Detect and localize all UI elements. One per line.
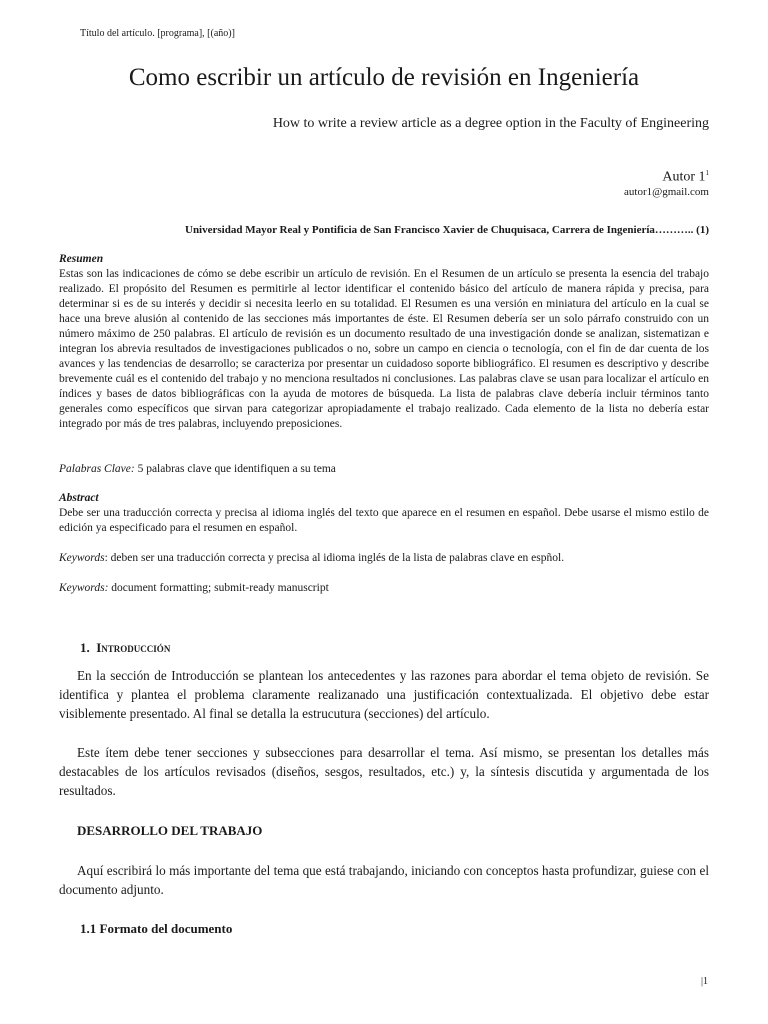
keywords-line-2 <box>59 581 709 596</box>
intro-paragraph-2: Este ítem debe tener secciones y subsecciones para desarrollar el tema. Así mismo, se presentan los detalles más destacables de los artículos revisados (diseños, sesgos, resultados, etc.) y, la síntesis discutida y argumentada de los resultados. <box>59 745 709 798</box>
keywords-text-1: : deben ser una traducción correcta y precisa al idioma inglés de la lista de palabras clave en espñol. <box>104 552 565 564</box>
intro-paragraph-1: En la sección de Introducción se plantean los antecedentes y las razones para abordar el tema objeto de revisión. Se identifica y plantea el problema claramente realizanado una justificación contextualizada. El objetivo debe estar visiblemente presentado. Al final se detalla la estrucutura (secciones) del artículo. <box>59 668 709 721</box>
section-heading-desarrollo: DESARROLLO DEL TRABAJO <box>77 823 263 838</box>
palabras-clave-text: 5 palabras clave que identifiquen a su tema <box>134 463 336 475</box>
abstract-label: Abstract <box>59 492 99 504</box>
keywords-label-1: Keywords <box>59 552 105 564</box>
keywords-line-1 <box>59 551 709 566</box>
author-marker: 1 <box>705 169 709 177</box>
keywords-label-2: Keywords: <box>59 582 109 594</box>
page-number: |1 <box>700 976 708 987</box>
resumen-section <box>59 252 709 432</box>
section-number: 1. <box>80 640 90 655</box>
article-title: Como escribir un artículo de revisión en Ingeniería <box>128 64 640 91</box>
palabras-clave-label: Palabras Clave: <box>59 463 135 475</box>
article-subtitle: How to write a review article as a degree option in the Faculty of Engineering <box>272 116 709 131</box>
section-heading-introduccion <box>80 640 170 656</box>
section-title: Introducción <box>96 640 171 655</box>
resumen-text: Estas son las indicaciones de cómo se debe escribir un artículo de revisión. En el Resumen de un artículo se presenta la esencia del trabajo realizado. El propósito del Resumen es permitirle al lector identificar el contenido básico del artículo de manera rápida y precisa, para determinar si es de su interés y decidir si necesita leerlo en su totalidad. El Resumen es una versión en miniatura del artículo en la cual se hace una breve alusión al contenido de las secciones más importantes de éste. El Resumen debería ser un solo párrafo construido con un número máximo de 250 palabras. El artículo de revisión es un documento resultado de una investigación donde se analizan, sistematizan e integran los abrevia resultados de investigaciones publicados o no, sobre un campo en ciencia o tecnología, con el fin de dar cuenta de los avances y las tendencias de desarrollo; se caracteriza por presentar un cuidadoso soporte bibliográfico. El resumen es descriptivo y describe brevemente cuál es el contenido del trabajo y no menciona resultados ni conclusiones. Las palabras clave se usan para localizar el artículo en índices y bases de datos bibliográficas con la ayuda de motores de búsqueda. La lista de palabras clave debería incluir términos tanto generales como específicos que sirvan para categorizar apropiadamente el trabajo realizado. Cada elemento de la lista no debería estar integrado por más de tres palabras, incluyendo preposiciones. <box>59 268 709 430</box>
palabras-clave <box>59 462 709 477</box>
subsection-heading-formato: 1.1 Formato del documento <box>80 921 233 936</box>
desarrollo-paragraph: Aquí escribirá lo más importante del tema que está trabajando, iniciando con conceptos hasta profundizar, guiese con el documento adjunto. <box>59 863 709 897</box>
author-name-text: Autor 1 <box>662 169 706 185</box>
abstract-section <box>59 491 709 536</box>
running-header: Título del artículo. [programa], [(año)] <box>80 28 235 39</box>
abstract-text: Debe ser una traducción correcta y precisa al idioma inglés del texto que aparece en el resumen en español. Debe usarse el mismo estilo de edición ya especificado para el resumen en español. <box>59 507 709 534</box>
author-email: autor1@gmail.com <box>624 186 709 198</box>
affiliation: Universidad Mayor Real y Pontificia de San Francisco Xavier de Chuquisaca, Carrera de Ingeniería……….. (1) <box>185 224 709 236</box>
resumen-label: Resumen <box>59 253 104 265</box>
keywords-text-2: document formatting; submit-ready manuscript <box>108 582 329 594</box>
author-name <box>662 169 709 186</box>
